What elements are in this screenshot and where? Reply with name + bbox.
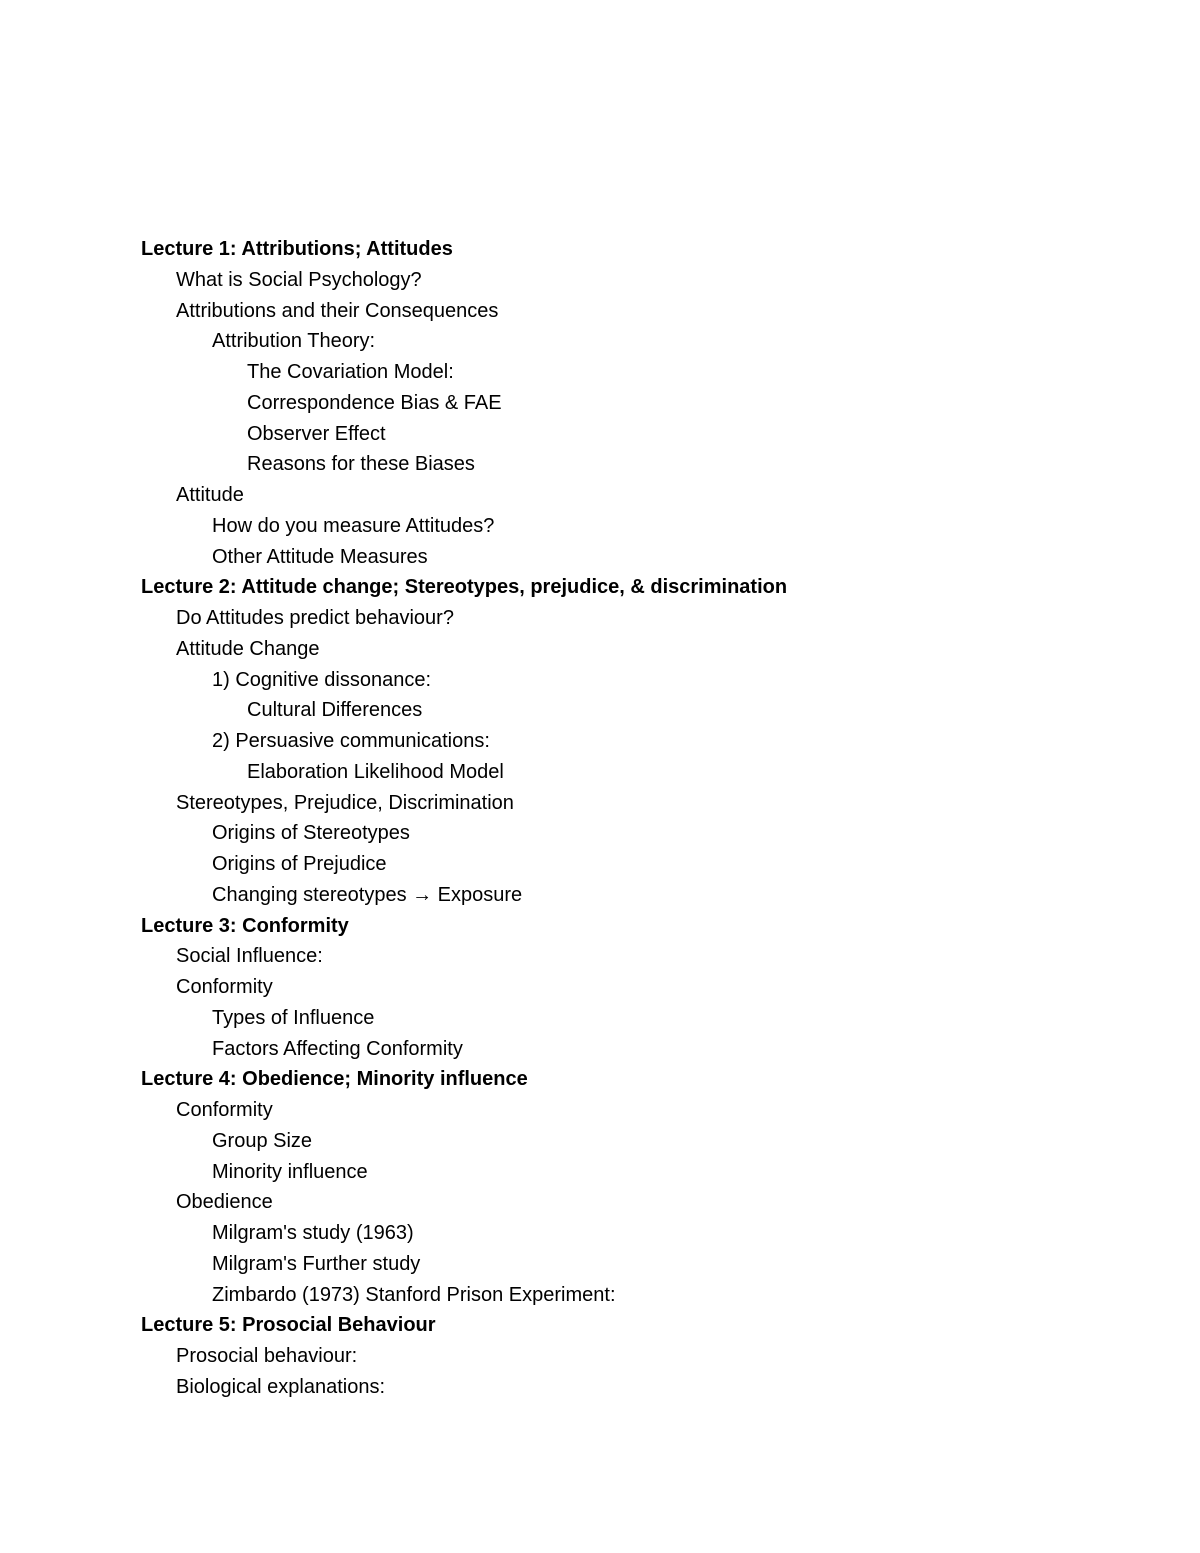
lecture-heading: Lecture 5: Prosocial Behaviour [141,1314,436,1337]
lecture-heading: Lecture 1: Attributions; Attitudes [141,238,453,260]
outline-item-level-1: Conformity [176,976,273,998]
outline-item-level-2: Minority influence [212,1160,368,1183]
outline-item-level-2: 1) Cognitive dissonance: [212,668,432,691]
lecture-heading: Lecture 4: Obedience; Minority influence [141,1068,528,1091]
lecture-heading: Lecture 3: Conformity [141,914,349,937]
outline-item-level-2: 2) Persuasive communications: [212,730,490,752]
outline-item-level-1: What is Social Psychology? [176,268,422,291]
outline-item-level-1: Stereotypes, Prejudice, Discrimination [176,791,514,814]
outline-item-level-2: Milgram's study (1963) [212,1222,414,1244]
outline-item-level-1: Attributions and their Consequences [176,299,499,322]
outline-item-level-1: Obedience [176,1191,273,1214]
outline-item-level-2: Types of Influence [212,1006,375,1029]
outline-item-level-3: Elaboration Likelihood Model [247,760,504,783]
outline-item-level-3: Observer Effect [247,422,386,445]
outline-item-level-2: Origins of Stereotypes [212,822,410,845]
outline-item-level-1: Attitude [176,484,244,506]
outline-item-level-3: The Covariation Model: [247,361,454,383]
outline-item-level-2: Factors Affecting Conformity [212,1037,463,1060]
outline-item-level-1: Biological explanations: [176,1375,386,1398]
lecture-heading: Lecture 2: Attitude change; Stereotypes, prejudice, & discrimination [141,576,788,599]
outline-item-level-3: Reasons for these Biases [247,453,475,476]
outline-item-level-1: Do Attitudes predict behaviour? [176,607,454,629]
outline-item-level-1: Social Influence: [176,945,323,968]
outline-item-level-2: Origins of Prejudice [212,853,387,875]
outline-item-level-1: Prosocial behaviour: [176,1345,358,1367]
outline-item-level-2: Zimbardo (1973) Stanford Prison Experiment: [212,1283,616,1306]
outline-item-level-1: Conformity [176,1099,273,1121]
outline-item-level-1: Attitude Change [176,637,320,660]
outline-item-level-3: Cultural Differences [247,699,423,722]
outline-item-level-2: Other Attitude Measures [212,545,428,568]
outline-item-level-2: Attribution Theory: [212,330,376,353]
outline-item-level-3: Correspondence Bias & FAE [247,391,502,414]
outline-item-level-2: How do you measure Attitudes? [212,514,495,537]
outline-item-level-2: Group Size [212,1129,313,1152]
document-outline [141,234,1141,1403]
outline-item-level-2: Changing stereotypes → Exposure [212,883,523,906]
outline-item-level-2: Milgram's Further study [212,1252,421,1275]
